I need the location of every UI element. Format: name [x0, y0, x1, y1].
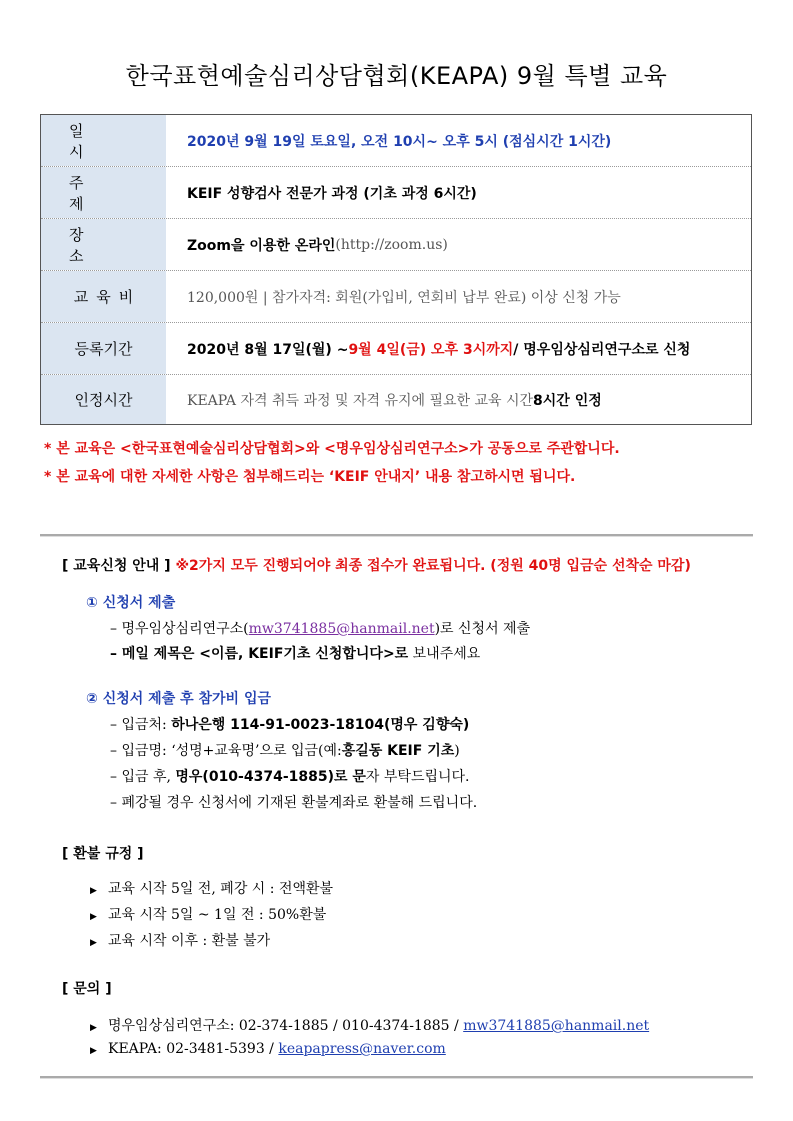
- refund-item: [90, 878, 333, 898]
- step2-line2-b: 홍길동 KEIF 기초: [341, 743, 455, 759]
- triangle-right-icon: ▶: [90, 1046, 97, 1056]
- step2-line1-a: – 입금처:: [110, 717, 172, 733]
- step2-line3-c: 자 부탁드립니다.: [365, 769, 470, 785]
- certification-main: KEAPA 자격 취득 과정 및 자격 유지에 필요한 교육 시간: [187, 392, 534, 409]
- step1-line1: [110, 618, 530, 638]
- step1-line2-a: – 메일 제목은 <이름, KEIF기초 신청합니다>로: [110, 646, 409, 662]
- fee-label: 교육비: [41, 271, 166, 322]
- contact-line: [90, 1041, 446, 1057]
- note-cohost: * 본 교육은 <한국표현예술심리상담협회>와 <명우임상심리연구소>가 공동으로 주관합니다.: [44, 441, 620, 457]
- refund-header: [ 환불 규정 ]: [62, 846, 144, 862]
- application-header-label: [ 교육신청 안내 ]: [62, 558, 176, 574]
- date-value: 2020년 9월 19일 토요일, 오전 10시~ 오후 5시 (점심시간 1시간): [187, 133, 612, 150]
- step2-title: ② 신청서 제출 후 참가비 입금: [86, 691, 271, 707]
- contact-line1-text: 명우임상심리연구소: 02-374-1885 / 010-4374-1885 /: [108, 1018, 464, 1034]
- date-label: 일 시: [41, 115, 166, 166]
- place-label: 장 소: [41, 219, 166, 270]
- step2-line2: [110, 740, 460, 760]
- row-certification: [41, 375, 751, 424]
- triangle-right-icon: ▶: [90, 1023, 97, 1033]
- row-place: [41, 219, 751, 271]
- step2-line2-a: – 입금명: ‘성명+교육명’으로 입금(예:: [110, 743, 342, 759]
- step1-title: ① 신청서 제출: [86, 595, 176, 611]
- step1-line2-b: 보내주세요: [408, 646, 481, 662]
- step1-line2: [110, 643, 480, 663]
- row-registration: [41, 323, 751, 375]
- place-url[interactable]: (http://zoom.us): [335, 236, 448, 253]
- step2-line4: – 폐강될 경우 신청서에 기재된 환불계좌로 환불해 드립니다.: [110, 795, 478, 811]
- row-date: [41, 115, 751, 167]
- step2-line3: [110, 766, 470, 786]
- certification-value: [187, 375, 749, 424]
- application-header: [62, 555, 691, 575]
- page-title: 한국표현예술심리상담협회(KEAPA) 9월 특별 교육: [125, 62, 668, 90]
- row-fee: [41, 271, 751, 323]
- refund-item-text: 교육 시작 5일 전, 폐강 시 : 전액환불: [108, 881, 334, 897]
- topic-value: KEIF 성향검사 전문가 과정 (기초 과정 6시간): [187, 185, 477, 202]
- step2-line1-b: 하나은행 114-91-0023-18104(명우 김향숙): [171, 717, 470, 733]
- note-reference: * 본 교육에 대한 자세한 사항은 첨부해드리는 ‘KEIF 안내지’ 내용 참고하시면 됩니다.: [44, 469, 576, 485]
- step1-line1-b: )로 신청서 제출: [434, 621, 531, 637]
- registration-end: / 명우임상심리연구소로 신청: [513, 341, 691, 358]
- refund-item-text: 교육 시작 이후 : 환불 불가: [108, 933, 271, 949]
- place-value: [187, 219, 749, 270]
- registration-start: 2020년 8월 17일(월) ~: [187, 341, 349, 358]
- step1-line1-a: – 명우임상심리연구소(: [110, 621, 249, 637]
- topic-label: 주 제: [41, 167, 166, 218]
- divider-top: [40, 534, 753, 537]
- contact-email-link[interactable]: keapapress@naver.com: [278, 1041, 446, 1057]
- step2-line1: [110, 714, 469, 734]
- contact-line2-text: KEAPA: 02-3481-5393 /: [108, 1041, 279, 1057]
- certification-label: 인정시간: [41, 375, 166, 424]
- registration-value: [187, 323, 749, 374]
- event-info-table: [40, 114, 752, 425]
- step2-line3-a: – 입금 후,: [110, 769, 176, 785]
- divider-bottom: [40, 1076, 753, 1079]
- triangle-right-icon: ▶: [90, 938, 97, 948]
- refund-item: [90, 904, 326, 924]
- contact-email-link[interactable]: mw3741885@hanmail.net: [463, 1018, 650, 1034]
- row-topic: [41, 167, 751, 219]
- contact-header: [ 문의 ]: [62, 981, 112, 997]
- refund-item-text: 교육 시작 5일 ~ 1일 전 : 50%환불: [108, 907, 327, 923]
- certification-hours: 8시간 인정: [533, 392, 602, 409]
- triangle-right-icon: ▶: [90, 912, 97, 922]
- application-header-note: ※2가지 모두 진행되어야 최종 접수가 완료됩니다. (정원 40명 입금순 선착순 마감): [175, 558, 691, 574]
- triangle-right-icon: ▶: [90, 886, 97, 896]
- step2-line2-c: ): [454, 743, 460, 759]
- step2-line3-b: 명우(010-4374-1885)로 문: [175, 769, 366, 785]
- refund-item: [90, 930, 270, 950]
- fee-value: 120,000원 | 참가자격: 회원(가입비, 연회비 납부 완료) 이상 신청 가능: [187, 289, 621, 306]
- place-main: Zoom을 이용한 온라인: [187, 237, 336, 254]
- registration-deadline: 9월 4일(금) 오후 3시까지: [348, 341, 514, 358]
- contact-line: [90, 1015, 649, 1035]
- step1-email-link[interactable]: mw3741885@hanmail.net: [248, 621, 435, 637]
- registration-label: 등록기간: [41, 323, 166, 374]
